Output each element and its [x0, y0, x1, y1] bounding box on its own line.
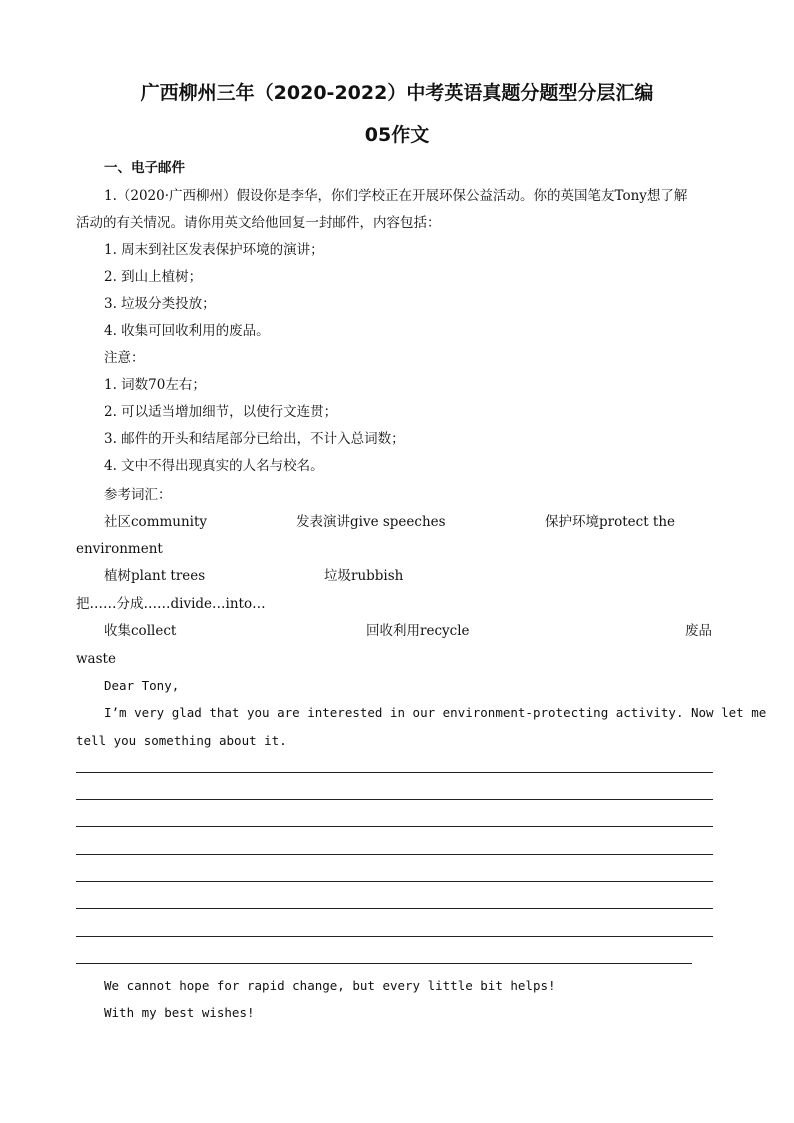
- question-intro-1: 1.（2020·广西柳州）假设你是李华，你们学校正在开展环保公益活动。你的英国笔友Tony想了解: [104, 188, 688, 204]
- title-line-2: 05作文: [364, 124, 430, 146]
- vocab-plant-trees: 植树plant trees: [104, 568, 206, 584]
- answer-line[interactable]: [76, 826, 713, 827]
- vocab-protect: 保护环境protect the: [545, 514, 676, 530]
- point-2: 2. 到山上植树；: [104, 269, 203, 285]
- title-line-1: 广西柳州三年（2020-2022）中考英语真题分题型分层汇编: [140, 82, 654, 104]
- vocab-protect-cont: environment: [76, 541, 163, 557]
- vocab-waste-en: waste: [76, 651, 116, 667]
- note-1: 1. 词数70左右；: [104, 377, 206, 393]
- letter-greeting: Dear Tony,: [104, 678, 180, 693]
- vocab-rubbish: 垃圾rubbish: [324, 568, 404, 584]
- vocab-recycle: 回收利用recycle: [366, 623, 470, 639]
- answer-line[interactable]: [76, 772, 713, 773]
- vocab-divide: 把……分成……divide…into…: [76, 596, 266, 612]
- letter-signoff: With my best wishes!: [104, 1005, 255, 1020]
- section-heading: 一、电子邮件: [104, 160, 185, 176]
- vocab-label: 参考词汇：: [104, 487, 172, 503]
- letter-opening-1: I’m very glad that you are interested in our environment-protecting activity. Now let me: [104, 705, 767, 720]
- answer-line[interactable]: [76, 799, 713, 800]
- note-4: 4. 文中不得出现真实的人名与校名。: [104, 458, 324, 474]
- notes-label: 注意：: [104, 350, 145, 366]
- answer-line[interactable]: [76, 881, 713, 882]
- letter-opening-2: tell you something about it.: [76, 733, 287, 748]
- answer-line[interactable]: [76, 936, 713, 937]
- vocab-collect: 收集collect: [104, 623, 177, 639]
- note-2: 2. 可以适当增加细节，以使行文连贯；: [104, 404, 338, 420]
- answer-line[interactable]: [76, 963, 692, 964]
- answer-line[interactable]: [76, 854, 713, 855]
- note-3: 3. 邮件的开头和结尾部分已给出，不计入总词数；: [104, 431, 405, 447]
- point-4: 4. 收集可回收利用的废品。: [104, 323, 270, 339]
- question-intro-2: 活动的有关情况。请你用英文给他回复一封邮件，内容包括：: [76, 215, 441, 231]
- letter-closing: We cannot hope for rapid change, but every little bit helps!: [104, 978, 556, 993]
- vocab-give-speeches: 发表演讲give speeches: [296, 514, 446, 530]
- answer-line[interactable]: [76, 908, 713, 909]
- point-1: 1. 周末到社区发表保护环境的演讲；: [104, 242, 324, 258]
- vocab-waste-cn: 废品: [685, 623, 712, 639]
- point-3: 3. 垃圾分类投放；: [104, 296, 216, 312]
- vocab-community: 社区community: [104, 514, 208, 530]
